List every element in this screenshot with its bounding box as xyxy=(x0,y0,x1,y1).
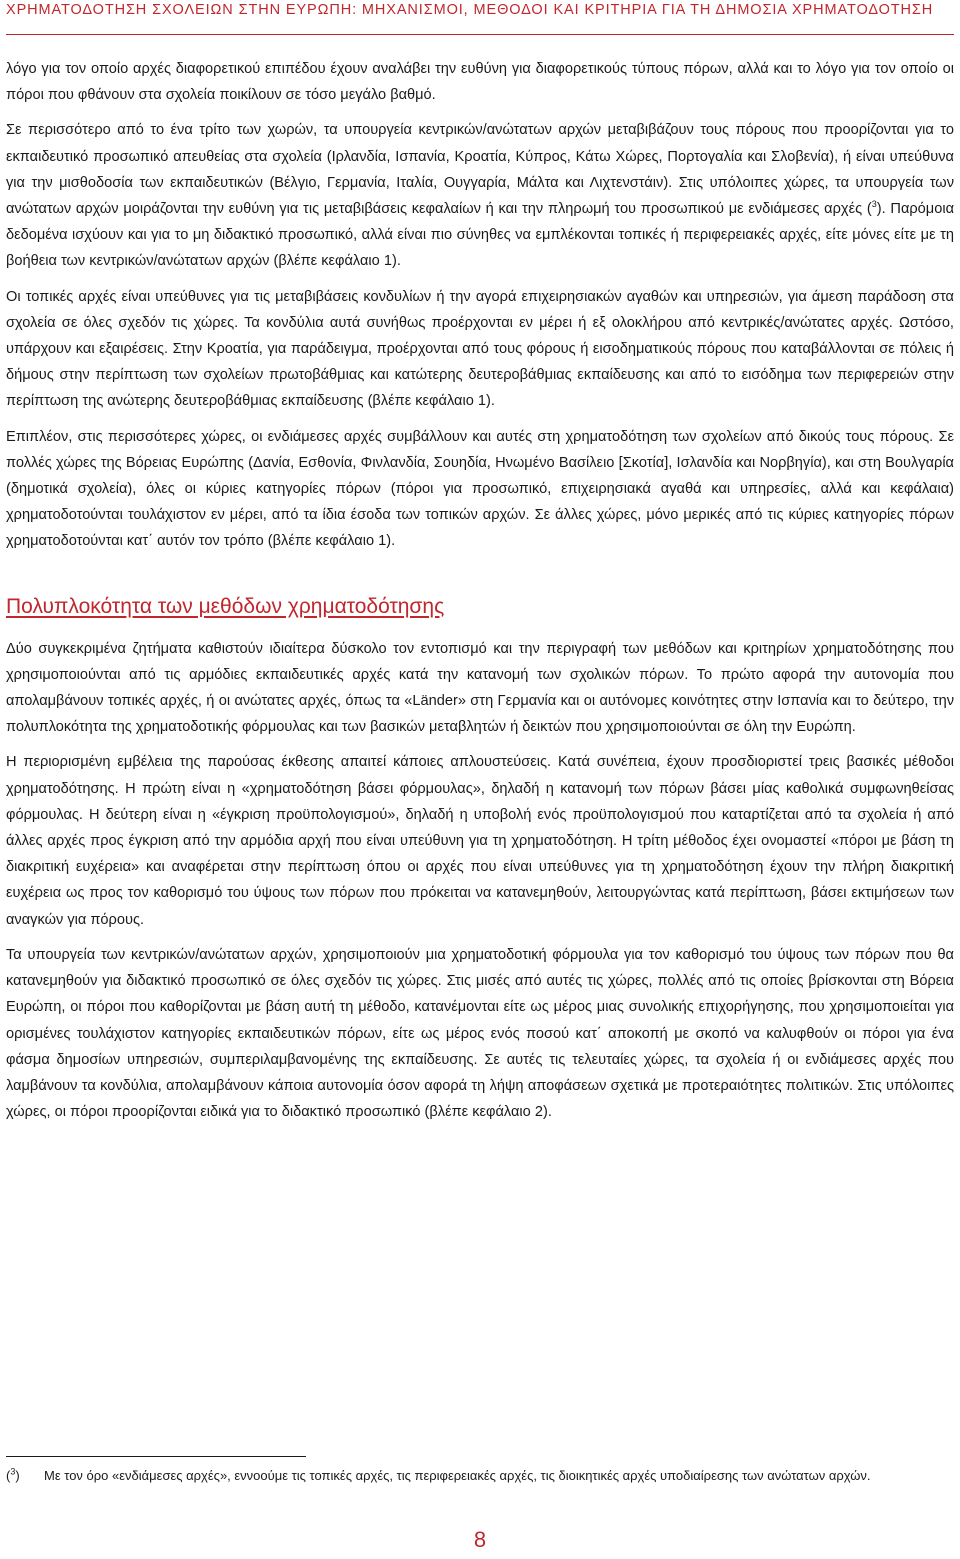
footnote-reference: 3 xyxy=(871,199,877,210)
paragraph-continuation: λόγο για τον οποίο αρχές διαφορετικού επιπέδου έχουν αναλάβει την ευθύνη για διαφορετικούς τύπους πόρων, αλλά και το λόγο για τον οποίο οι πόροι που φθάνουν στα σχολεία ποικίλουν σε τόσο μεγάλο βαθμό. xyxy=(6,61,954,104)
paragraph-local-authorities: Οι τοπικές αρχές είναι υπεύθυνες για τις μεταβιβάσεις κονδυλίων ή την αγορά επιχειρησιακών αγαθών και υπηρεσιών, για άμεση παράδοση στα σχολεία σε όλες σχεδόν τις χώρες. Τα κονδύλια αυτά συνήθως προέρχονται εν μέρει ή εξ ολοκλήρου από κεντρικές/ανώτατες αρχές. Ωστόσο, υπάρχουν και εξαιρέσεις. Στην Κροατία, για παράδειγμα, προέρχονται από τους φόρους ή εισοδηματικούς πόρους που καταβάλλονται σε πόλεις ή δήμους στην περίπτωση των σχολείων πρωτοβάθμιας και κατώτερης δευτεροβάθμιας εκπαίδευσης και από το εισόδημα των περιφερειών στην περίπτωση της ανώτερης δευτεροβάθμιας εκπαίδευσης (βλέπε κεφάλαιο 1). xyxy=(6,288,954,410)
footnote-separator xyxy=(6,1456,306,1457)
paragraph-three-methods: Η περιορισμένη εμβέλεια της παρούσας έκθεσης απαιτεί κάποιες απλουστεύσεις. Κατά συνέπεια, έχουν προσδιοριστεί τρεις βασικές μέθοδοι χρηματοδότησης. Η πρώτη είναι η «χρηματοδότηση βάσει φόρμουλας», δηλαδή η κατανομή των πόρων βάσει μίας καθολικά συμφωνηθείσας φόρμουλας. Η δεύτερη είναι η «έγκριση προϋπολογισμού», δηλαδή η υποβολή ενός προϋπολογισμού που καταρτίζεται από τα σχολεία ή από άλλες αρχές προς έγκριση από την αρμόδια αρχή που είναι υπεύθυνη για τη χρηματοδότηση. Η τρίτη μέθοδος έχει ονομαστεί «πόροι με βάση τη διακριτική ευχέρεια» και αναφέρεται στην περίπτωση όπου οι αρχές που είναι υπεύθυνες για τη χρηματοδότηση έχουν την πλήρη διακριτική ευχέρεια ως προς τον καθορισμό του ύψους των πόρων που πρόκειται να κατανεμηθούν, λειτουργώντας κατά περίπτωση, βάσει εκτιμήσεων των αναγκών για πόρους. xyxy=(6,754,954,928)
section-heading: Πολυπλοκότητα των μεθόδων χρηματοδότησης xyxy=(6,594,445,618)
paragraph-two-issues: Δύο συγκεκριμένα ζητήματα καθιστούν ιδιαίτερα δύσκολο τον εντοπισμό και την περιγραφή των μεθόδων και κριτηρίων χρηματοδότησης που χρησιμοποιούνται από τις αρμόδιες εκπαιδευτικές αρχές κατά την κατανομή των σχολικών πόρων. Το πρώτο αφορά την αυτονομία που απολαμβάνουν τοπικές αρχές, ή οι ανώτατες αρχές, όπως τα «Länder» στη Γερμανία και οι αυτόνομες κοινότητες στην Ισπανία και το δεύτερο, την πολυπλοκότητα της χρηματοδοτικής φόρμουλας και των βασικών μεταβλητών ή δεικτών που χρησιμοποιούνται σε όλη την Ευρώπη. xyxy=(6,640,954,736)
paragraph-central-ministries xyxy=(6,117,954,274)
paragraph-text: Σε περισσότερο από το ένα τρίτο των χωρών, τα υπουργεία κεντρικών/ανώτατων αρχών μεταβιβάζουν τους πόρους που προορίζονται για το εκπαιδευτικό προσωπικό απευθείας στα σχολεία (Ιρλανδία, Ισπανία, Κροατία, Κύπρος, Κάτω Χώρες, Πορτογαλία και Σλοβενία), ή είναι υπεύθυνα για την μισθοδοσία των εκπαιδευτικών (Βέλγιο, Γερμανία, Ιταλία, Ουγγαρία, Μάλτα και Λιχτενστάιν). Στις υπόλοιπες χώρες, τα υπουργεία των ανώτατων αρχών μοιράζονται την ευθύνη για τις μεταβιβάσεις κεφαλαίων ή και την πληρωμή του προσωπικού με ενδιάμεσες αρχές ( xyxy=(6,122,954,218)
page-body xyxy=(6,56,954,1125)
footnote-text: Με τον όρο «ενδιάμεσες αρχές», εννοούμε τις τοπικές αρχές, τις περιφερειακές αρχές, τις διοικητικές αρχές υποδιαίρεσης των ανώτατων αρχών. xyxy=(44,1468,871,1483)
header-rule xyxy=(6,34,954,35)
footnote-mark: ($^3$) xyxy=(6,1466,20,1483)
running-header: ΧΡΗΜΑΤΟΔΟΤΗΣΗ ΣΧΟΛΕΙΩΝ ΣΤΗΝ ΕΥΡΩΠΗ: ΜΗΧΑΝΙΣΜΟΙ, ΜΕΘΟΔΟΙ ΚΑΙ ΚΡΙΤΗΡΙΑ ΓΙΑ ΤΗ ΔΗΜΟΣΙΑ ΧΡΗΜΑΤΟΔΟΤΗΣΗ xyxy=(6,2,934,18)
paragraph-text: ). Παρόμοια δεδομένα ισχύουν και για το μη διδακτικό προσωπικό, αλλά είναι πιο σύνηθες να εμπλέκονται τοπικές ή περιφερειακές αρχές, είτε μόνες είτε με τη βοήθεια των κεντρικών/ανώτατων αρχών (βλέπε κεφάλαιο 1). xyxy=(6,201,955,270)
page-number: 8 xyxy=(473,1527,487,1552)
footnote xyxy=(6,1466,954,1485)
paragraph-intermediate-authorities: Επιπλέον, στις περισσότερες χώρες, οι ενδιάμεσες αρχές συμβάλλουν και αυτές στη χρηματοδότηση των σχολείων από δικούς τους πόρους. Σε πολλές χώρες της Βόρειας Ευρώπης (Δανία, Εσθονία, Φινλανδία, Σουηδία, Ηνωμένο Βασίλειο [Σκοτία], Ισλανδία και Νορβηγία), και στη Βουλγαρία (δημοτικά σχολεία), όλες οι κύριες κατηγορίες πόρων (πόροι για προσωπικό, επιχειρησιακά αγαθά και υπηρεσίες, αλλά και κεφάλαια) χρηματοδοτούνται τουλάχιστον εν μέρει, από τα ίδια έσοδα των τοπικών αρχών. Σε άλλες χώρες, μόνο μερικές από τις κύριες κατηγορίες πόρων χρηματοδοτούνται κατ΄ αυτόν τον τρόπο (βλέπε κεφάλαιο 1). xyxy=(6,428,954,550)
paragraph-funding-formula: Τα υπουργεία των κεντρικών/ανώτατων αρχών, χρησιμοποιούν μια χρηματοδοτική φόρμουλα για τον καθορισμό του ύψους των πόρων που θα κατανεμηθούν για διδακτικό προσωπικό σε όλες σχεδόν τις χώρες. Στις μισές από αυτές τις χώρες, πολλές από τις οποίες βρίσκονται στη Βόρεια Ευρώπη, οι πόροι που καθορίζονται με βάση αυτή τη μέθοδο, κατανέμονται είτε ως μέρος μιας συνολικής επιχορήγησης, που χρησιμοποιείται για ορισμένες τουλάχιστον κατηγορίες εκπαιδευτικών πόρων, είτε ως μέρος ενός ποσού κατ΄ αποκοπή με σκοπό να καλυφθούν οι πόροι για ένα φάσμα δημοσίων υπηρεσιών, συμπεριλαμβανομένης της εκπαίδευσης. Σε αυτές τις τελευταίες χώρες, τα σχολεία ή οι ενδιάμεσες αρχές που λαμβάνουν τα κονδύλια, απολαμβάνουν κάποια αυτονομία όσον αφορά τη λήψη αποφάσεων σχετικά με προτεραιότητες πολιτικών. Στις υπόλοιπες χώρες, οι πόροι προορίζονται ειδικά για το διδακτικό προσωπικό (βλέπε κεφάλαιο 2). xyxy=(6,946,954,1121)
